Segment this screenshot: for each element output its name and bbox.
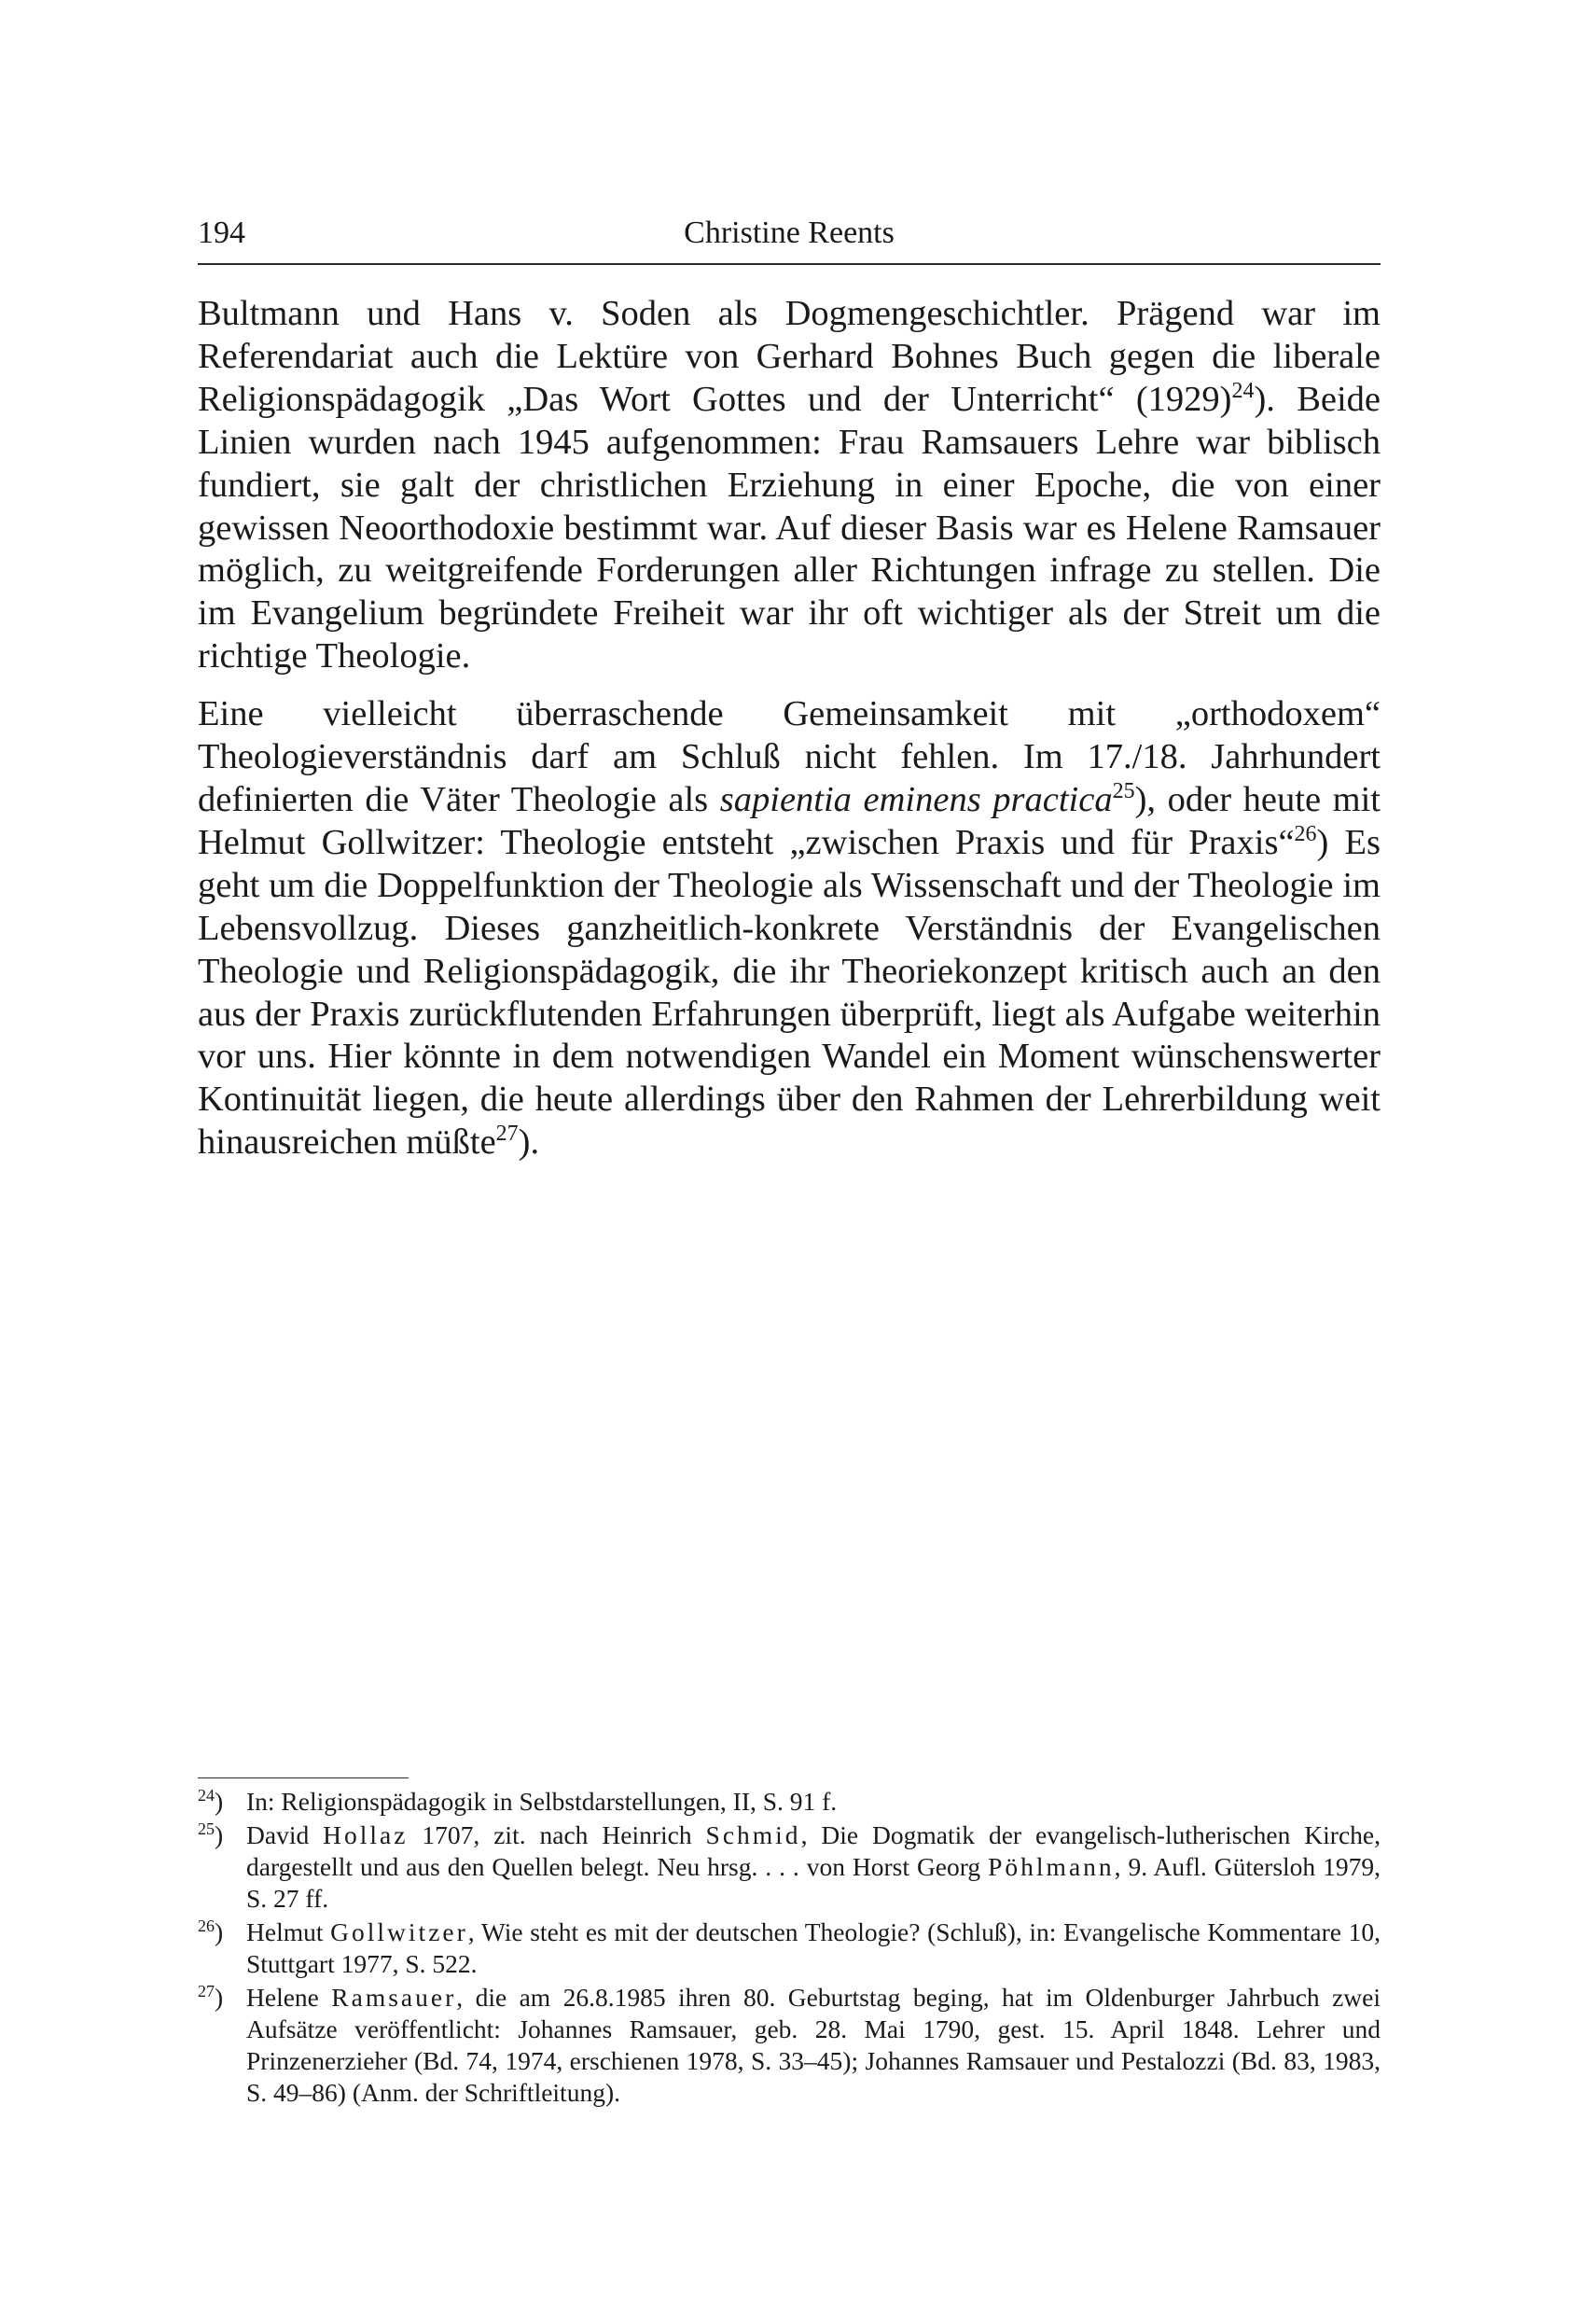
footnote-27 <box>198 1982 1381 2109</box>
footnote-24 <box>198 1786 1381 1818</box>
header-rule <box>198 263 1381 265</box>
page-header <box>198 213 1381 261</box>
footnote-ref: 25 <box>1112 778 1135 803</box>
latin-phrase: sapientia eminens practica <box>719 779 1113 819</box>
author-name: Pöhlmann <box>988 1852 1115 1881</box>
paragraph-text: ). <box>518 1122 540 1163</box>
footnote-25 <box>198 1819 1381 1915</box>
footnotes <box>198 1786 1381 2111</box>
footnote-ref: 26 <box>1294 821 1317 846</box>
author-name: Hollaz <box>323 1820 409 1849</box>
footnote-text: Helmut Gollwitzer, Wie steht es mit der deutschen Theologie? (Schluß), in: Evangelische Kommentare 10, Stuttgart 1977, S. 522. <box>246 1917 1381 1978</box>
author-name: Gollwitzer <box>330 1917 468 1946</box>
paragraph-2 <box>198 693 1381 1164</box>
footnote-marker: $^{27}$) <box>198 1982 224 2012</box>
running-head: Christine Reents <box>684 216 895 250</box>
footnote-text: In: Religionspädagogik in Selbstdarstellungen, II, S. 91 f. <box>246 1787 838 1816</box>
footnote-ref: 24 <box>1231 378 1255 403</box>
footnote-marker: $^{25}$) <box>198 1819 224 1849</box>
footnote-ref: 27 <box>495 1122 519 1147</box>
footnote-marker: $^{26}$) <box>198 1917 224 1946</box>
footnote-26 <box>198 1917 1381 1980</box>
paragraph-1 <box>198 293 1381 678</box>
paragraph-text: ), oder heute mit Helmut Gollwitzer: Theologie entsteht „zwischen Praxis und für Praxis“ <box>198 779 1381 862</box>
page-number: 194 <box>198 216 245 250</box>
paragraph-text: ). Beide Linien wurden nach 1945 aufgenommen: Frau Ramsauers Lehre war biblisch fundiert, sie galt der christlichen Erziehung in einer Epoche, die von einer gewissen Neoorthodoxie bestimmt war. Auf dieser Basis war es Helene Ramsauer möglich, zu weitgreifende Forderungen aller Richtungen infrage zu stellen. Die im Evangelium begründete Freiheit war ihr oft wichtiger als der Streit um die richtige Theologie. <box>198 379 1381 676</box>
footnote-rule <box>198 1777 409 1778</box>
footnote-text: David Hollaz 1707, zit. nach Heinrich Schmid, Die Dogmatik der evangelisch-lutherischen Kirche, dargestellt und aus den Quellen belegt. Neu hrsg. . . . von Horst Georg Pöhlmann, 9. Aufl. Gütersloh 1979, S. 27 ff. <box>246 1820 1381 1913</box>
paragraph-text: ) Es geht um die Doppelfunktion der Theologie als Wissenschaft und der Theologie im Lebensvollzug. Dieses ganzheitlich-konkrete Verständnis der Evangelischen Theologie und Religionspädagogik, die ihr Theoriekonzept kritisch auch an den aus der Praxis zurückflutenden Erfahrungen überprüft, liegt als Aufgabe weiterhin vor uns. Hier könnte in dem notwendigen Wandel ein Moment wünschenswerter Kontinuität liegen, die heute allerdings über den Rahmen der Lehrerbildung weit hinausreichen müßte <box>198 822 1381 1163</box>
footnote-text: Helene Ramsauer, die am 26.8.1985 ihren 80. Geburtstag beging, hat im Oldenburger Jahrbuch zwei Aufsätze veröffentlicht: Johannes Ramsauer, geb. 28. Mai 1790, gest. 15. April 1848. Lehrer und Prinzenerzieher (Bd. 74, 1974, erschienen 1978, S. 33–45); Johannes Ramsauer und Pestalozzi (Bd. 83, 1983, S. 49–86) (Anm. der Schriftleitung). <box>246 1983 1381 2107</box>
author-name: Schmid <box>705 1820 801 1849</box>
author-name: Ramsauer <box>331 1983 457 2012</box>
paragraph-text: Eine vielleicht überraschende Gemeinsamkeit mit „orthodoxem“ Theologieverständnis darf am Schluß nicht fehlen. Im 17./18. Jahrhundert definierten die Väter Theologie als <box>198 694 1381 819</box>
footnote-marker: $^{24}$) <box>198 1786 224 1816</box>
body-text <box>198 293 1381 1164</box>
paragraph-text: Bultmann und Hans v. Soden als Dogmengeschichtler. Prägend war im Referendariat auch die Lektüre von Gerhard Bohnes Buch gegen die liberale Religionspädagogik „Das Wort Gottes und der Unterricht“ (1929) <box>198 294 1381 419</box>
